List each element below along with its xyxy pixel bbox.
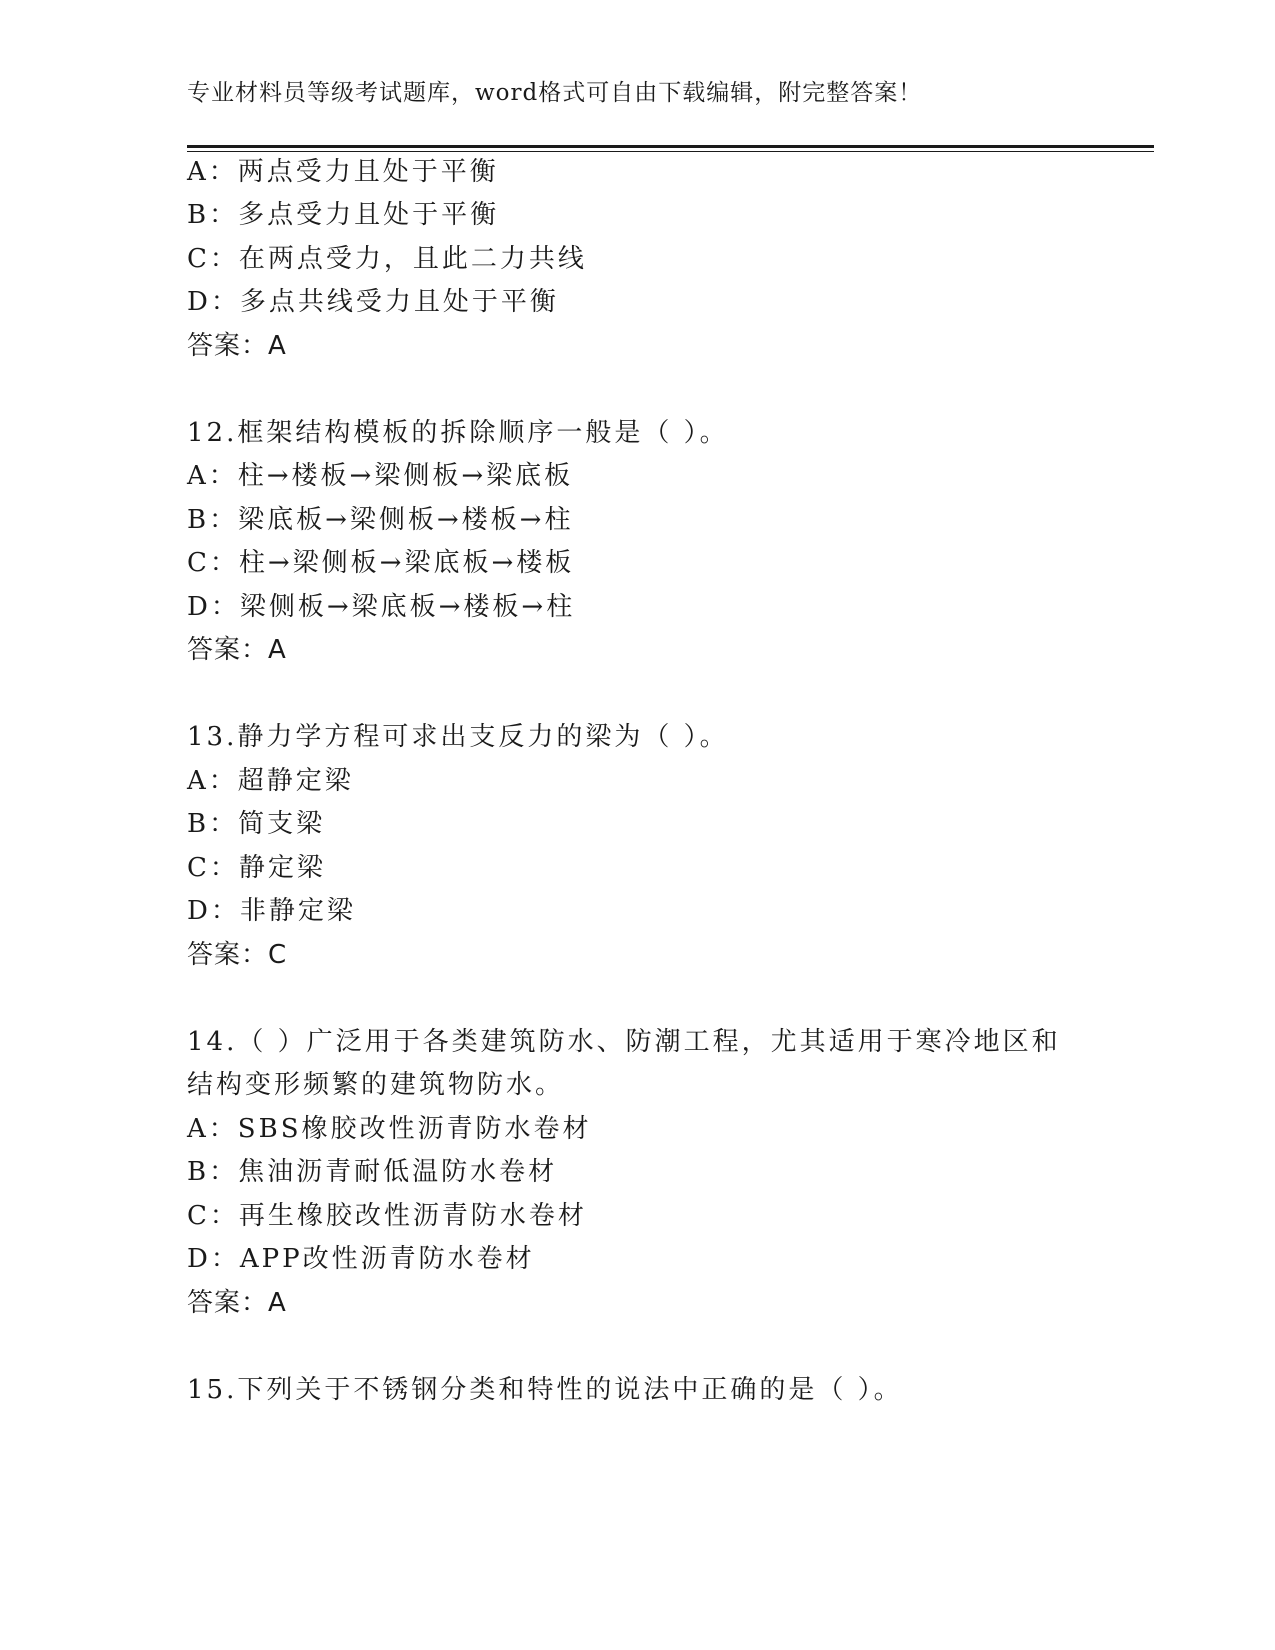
q13-stem: 13.静力学方程可求出支反力的梁为（ ）。 <box>187 722 729 752</box>
page-header: 专业材料员等级考试题库，word格式可自由下载编辑，附完整答案！ <box>187 80 923 106</box>
q14-option-d: D：APP改性沥青防水卷材 <box>187 1244 535 1274</box>
q15-stem: 15.下列关于不锈钢分类和特性的说法中正确的是（ ）。 <box>187 1375 903 1405</box>
q11-option-a: A：两点受力且处于平衡 <box>187 157 499 187</box>
q11-option-c: C：在两点受力，且此二力共线 <box>187 244 587 274</box>
q14-stem-line2: 结构变形频繁的建筑物防水。 <box>187 1070 565 1100</box>
q11-option-b: B：多点受力且处于平衡 <box>187 200 500 230</box>
header-rule-thin <box>187 151 1154 152</box>
q11-answer: 答案：A <box>187 331 287 361</box>
q12-option-c: C：柱→梁侧板→梁底板→楼板 <box>187 548 575 578</box>
q13-option-a: A：超静定梁 <box>187 766 354 796</box>
q14-option-a: A：SBS橡胶改性沥青防水卷材 <box>187 1114 592 1144</box>
q14-answer: 答案：A <box>187 1288 287 1318</box>
q14-option-b: B：焦油沥青耐低温防水卷材 <box>187 1157 558 1187</box>
q12-option-a: A：柱→楼板→梁侧板→梁底板 <box>187 461 574 491</box>
q14-stem-line1: 14.（ ）广泛用于各类建筑防水、防潮工程，尤其适用于寒冷地区和 <box>187 1027 1061 1057</box>
q13-option-c: C：静定梁 <box>187 853 326 883</box>
q12-option-b: B：梁底板→梁侧板→楼板→柱 <box>187 505 574 535</box>
q13-answer: 答案：C <box>187 940 288 970</box>
q12-answer: 答案：A <box>187 635 287 665</box>
q14-option-c: C：再生橡胶改性沥青防水卷材 <box>187 1201 587 1231</box>
q12-option-d: D：梁侧板→梁底板→楼板→柱 <box>187 592 576 622</box>
q11-option-d: D：多点共线受力且处于平衡 <box>187 287 559 317</box>
q13-option-b: B：简支梁 <box>187 809 326 839</box>
q13-option-d: D：非静定梁 <box>187 896 356 926</box>
q12-stem: 12.框架结构模板的拆除顺序一般是（ ）。 <box>187 418 729 448</box>
header-rule-thick <box>187 145 1154 148</box>
